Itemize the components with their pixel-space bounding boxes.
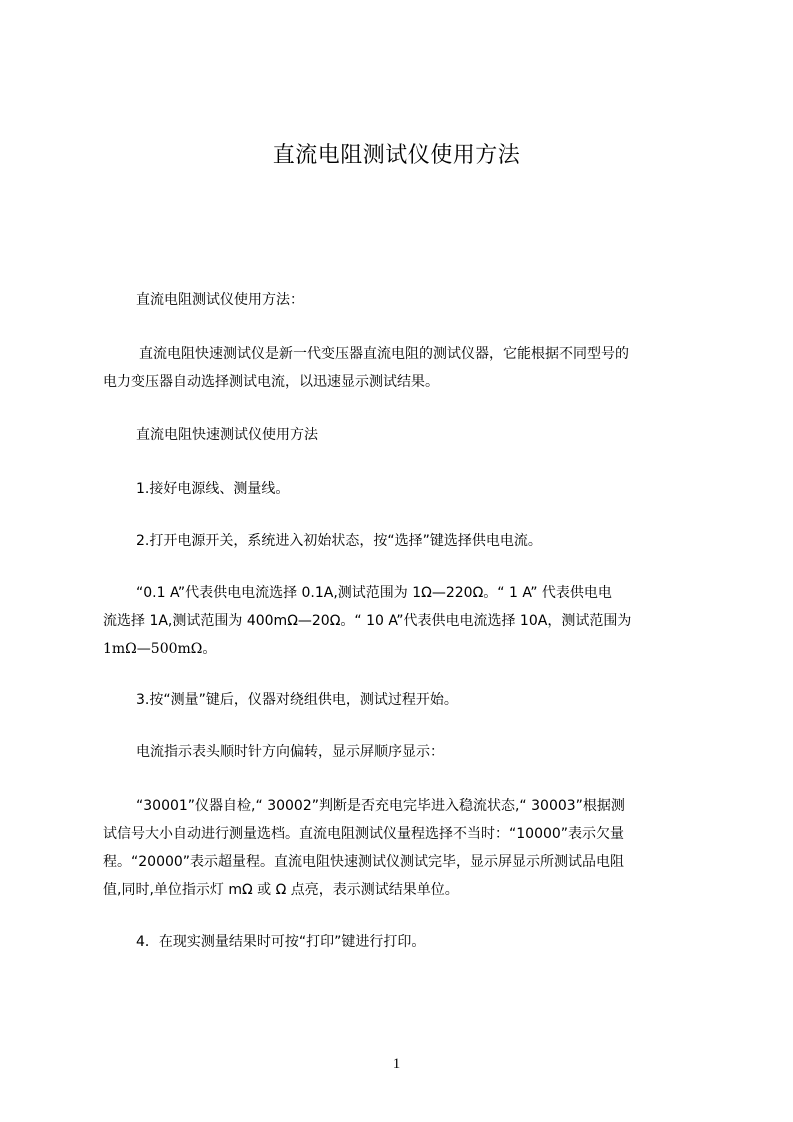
paragraph-step-3: [103, 686, 699, 714]
paragraph-line: “30001”仪器自检,“ 30002”判断是否充电完毕进入稳流状态,“ 30003”根据测: [136, 798, 625, 814]
paragraph-line: 1mΩ—500mΩ。: [103, 641, 217, 657]
page-number: 1: [392, 1056, 401, 1072]
paragraph-step-2: [103, 527, 699, 555]
paragraph-current-ranges: [103, 579, 699, 663]
paragraph-line: 程。“20000”表示超量程。直流电阻快速测试仪测试完毕，显示屏显示所测试品电阻: [103, 854, 625, 870]
paragraph-line: 3.按“测量”键后，仪器对绕组供电，测试过程开始。: [136, 692, 458, 708]
paragraph-step-1: [103, 475, 699, 503]
paragraph-heading-usage: [103, 286, 699, 314]
paragraph-line: 电流指示表头顺时针方向偏转，显示屏顺序显示：: [136, 744, 444, 760]
paragraph-step-4: [103, 928, 699, 956]
paragraph-subheading: [103, 421, 699, 449]
paragraph-line: 1.接好电源线、测量线。: [136, 481, 290, 497]
paragraph-line: 流选择 1A,测试范围为 400mΩ—20Ω。“ 10 A”代表供电电流选择 10A，测试范围为: [103, 613, 632, 629]
paragraph-line: 值,同时,单位指示灯 mΩ 或 Ω 点亮，表示测试结果单位。: [103, 882, 459, 898]
paragraph-line: 试信号大小自动进行测量选档。直流电阻测试仪量程选择不当时：“10000”表示欠量: [103, 826, 625, 842]
paragraph-display-sequence: [103, 738, 699, 766]
paragraph-intro: [103, 340, 699, 396]
paragraph-line: 4．在现实测量结果时可按“打印”键进行打印。: [136, 934, 426, 950]
paragraph-line: “0.1 A”代表供电电流选择 0.1A,测试范围为 1Ω—220Ω。“ 1 A” 代表供电电: [136, 585, 612, 601]
document-title: 直流电阻测试仪使用方法: [272, 143, 521, 168]
paragraph-line: 电力变压器自动选择测试电流，以迅速显示测试结果。: [103, 374, 439, 390]
paragraph-display-codes: [103, 792, 699, 904]
paragraph-line: 直流电阻快速测试仪使用方法: [136, 427, 318, 443]
paragraph-line: 直流电阻快速测试仪是新一代变压器直流电阻的测试仪器，它能根据不同型号的: [139, 346, 629, 362]
paragraph-line: 2.打开电源开关，系统进入初始状态，按“选择”键选择供电电流。: [136, 533, 542, 549]
paragraph-line: 直流电阻测试仪使用方法：: [136, 292, 304, 308]
